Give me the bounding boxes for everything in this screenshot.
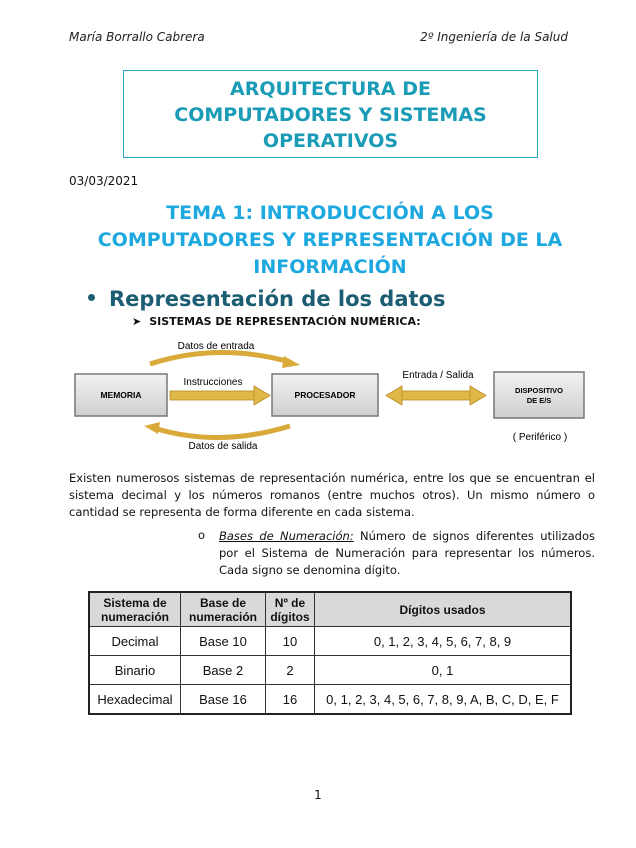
table-header-row	[89, 592, 571, 627]
circle-bullet: o	[198, 528, 206, 542]
title-line-1: ARQUITECTURA DE	[230, 78, 431, 100]
entrada-salida-right-head	[470, 386, 486, 405]
dispositivo-label-1: DISPOSITIVO	[515, 386, 563, 395]
dispositivo-box	[494, 372, 584, 418]
table-row	[89, 685, 571, 715]
title-line-2: COMPUTADORES Y SISTEMAS	[174, 104, 487, 126]
datos-entrada-arrowhead	[282, 356, 300, 368]
title-line-3: OPERATIVOS	[262, 130, 399, 152]
bullet-dot-icon	[88, 294, 95, 301]
cell-digitos: 0, 1, 2, 3, 4, 5, 6, 7, 8, 9, A, B, C, D, E, F	[315, 685, 572, 715]
page-number: 1	[314, 788, 322, 802]
subsection-heading	[132, 315, 421, 328]
subsection-title: SISTEMAS DE REPRESENTACIÓN NUMÉRICA:	[149, 315, 421, 328]
cell-n: 10	[266, 627, 315, 656]
table-row	[89, 656, 571, 685]
tema-line-1: TEMA 1: INTRODUCCIÓN A LOS	[166, 202, 494, 224]
header-course: 2º Ingeniería de la Salud	[420, 30, 568, 44]
instrucciones-arrow	[170, 391, 256, 400]
cell-n: 16	[266, 685, 315, 715]
cell-sistema: Hexadecimal	[89, 685, 181, 715]
header-author: María Borrallo Cabrera	[69, 30, 205, 44]
arrow-bullet-icon: ➤	[132, 315, 142, 328]
computer-architecture-diagram	[68, 334, 592, 458]
cell-sistema: Binario	[89, 656, 181, 685]
tema-line-3: INFORMACIÓN	[253, 256, 407, 278]
header-base: Base de numeración	[181, 592, 266, 627]
header-sistema: Sistema de numeración	[89, 592, 181, 627]
cell-base: Base 16	[181, 685, 266, 715]
cell-base: Base 10	[181, 627, 266, 656]
memoria-label: MEMORIA	[100, 390, 142, 400]
cell-sistema: Decimal	[89, 627, 181, 656]
datos-salida-arrowhead	[144, 422, 160, 434]
numeration-table	[88, 591, 572, 715]
document-title-box	[123, 70, 538, 158]
tema-line-2: COMPUTADORES Y REPRESENTACIÓN DE LA	[97, 229, 563, 251]
dispositivo-label-2: DE E/S	[526, 396, 552, 405]
instrucciones-label: Instrucciones	[183, 377, 243, 388]
cell-n: 2	[266, 656, 315, 685]
datos-salida-arrow	[154, 426, 290, 438]
entrada-salida-left-head	[386, 386, 402, 405]
procesador-label: PROCESADOR	[294, 390, 356, 400]
datos-entrada-label: Datos de entrada	[177, 341, 255, 352]
datos-salida-label: Datos de salida	[188, 441, 258, 452]
document-date: 03/03/2021	[69, 174, 139, 188]
cell-base: Base 2	[181, 656, 266, 685]
bases-text: Número de signos diferentes utilizados por el Sistema de Numeración para representar los números. Cada signo se denomina dígito.	[219, 529, 595, 577]
entrada-salida-arrow	[400, 391, 472, 400]
section-heading	[88, 287, 445, 311]
header-digitos: Dígitos usados	[315, 592, 572, 627]
entrada-salida-label: Entrada / Salida	[402, 370, 474, 381]
table-row	[89, 627, 571, 656]
cell-digitos: 0, 1	[315, 656, 572, 685]
section-title: Representación de los datos	[109, 287, 446, 311]
datos-entrada-arrow	[150, 352, 290, 364]
cell-digitos: 0, 1, 2, 3, 4, 5, 6, 7, 8, 9	[315, 627, 572, 656]
intro-paragraph: Existen numerosos sistemas de representación numérica, entre los que se encuentran el sistema decimal y los números romanos (entre muchos otros). Un mismo número o cantidad se representa de forma diferente en cada sistema.	[69, 471, 595, 519]
header-ndigitos: Nº de dígitos	[266, 592, 315, 627]
tema-heading	[60, 200, 600, 281]
instrucciones-arrowhead	[254, 386, 270, 405]
bases-definition	[219, 528, 595, 579]
bases-term: Bases de Numeración:	[219, 529, 354, 543]
periferico-label: ( Periférico )	[512, 432, 568, 443]
